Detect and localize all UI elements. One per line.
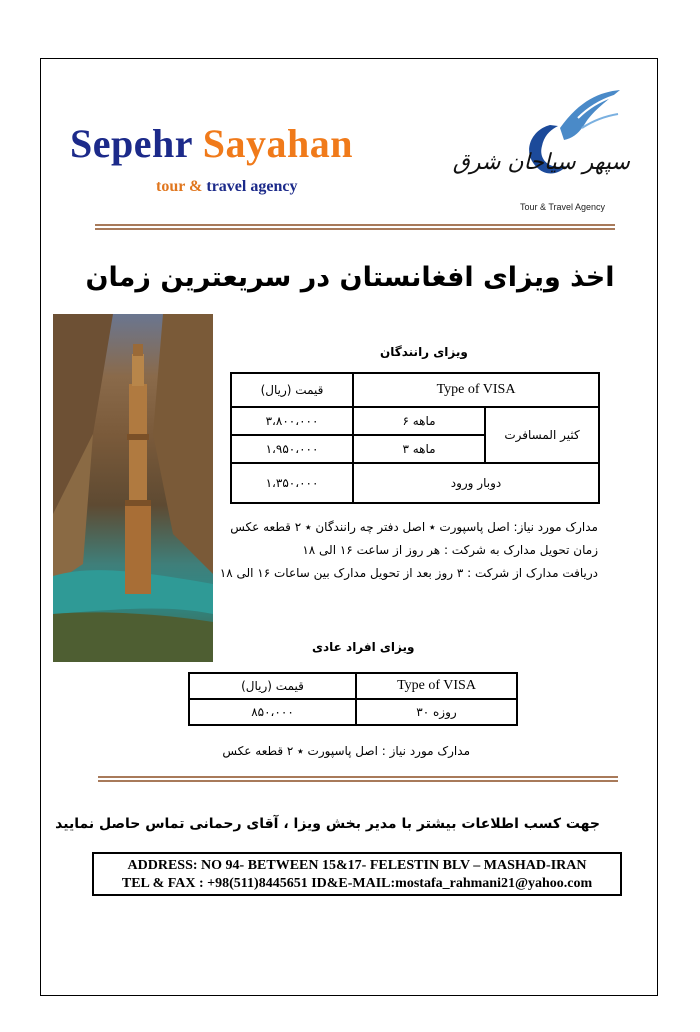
multi-entry-label: کثیر المسافرت [485,407,599,463]
price-header: قیمت (ریال) [189,673,356,699]
duration-cell: ۳ ماهه [353,435,485,463]
visa-type-header: Type of VISA [353,373,599,407]
drivers-visa-table [230,372,600,504]
table-row [189,699,517,725]
price-cell: ۱،۹۵۰،۰۰۰ [231,435,353,463]
regular-requirements: مدارک مورد نیاز : اصل پاسپورت ٭ ۲ قطعه عکس [222,744,470,758]
requirement-line: زمان تحویل مدارک به شرکت : هر روز از ساعت ۱۶ الی ۱۸ [302,543,598,557]
drivers-visa-title: ویزای رانندگان [380,345,468,359]
price-cell: ۸۵۰،۰۰۰ [189,699,356,725]
brand-logo-persian: سپهر سیاحان شرق [452,150,630,175]
table-header-row [231,373,599,407]
price-cell: ۳،۸۰۰،۰۰۰ [231,407,353,435]
table-row [231,407,599,435]
header-divider [95,224,615,230]
price-header: قیمت (ریال) [231,373,353,407]
brand-logo-globe-icon [452,70,640,220]
requirement-line: دریافت مدارک از شرکت : ۳ روز بعد از تحویل مدارک بین ساعات ۱۶ الی ۱۸ [219,566,598,580]
brand-logo-english: Tour & Travel Agency [520,202,606,212]
regular-visa-title: ویزای افراد عادی [312,640,415,654]
price-cell: ۱،۳۵۰،۰۰۰ [231,463,353,503]
visa-type-header: Type of VISA [356,673,517,699]
brand-tagline-part1: tour & [156,178,207,195]
page-headline: اخذ ویزای افغانستان در سریعترین زمان [85,262,615,293]
brand-tagline-part2: travel agency [206,178,298,195]
address-box [92,852,622,896]
minaret-photo [53,314,213,662]
brand-name-part1: Sepehr [70,121,193,166]
table-header-row [189,673,517,699]
address-line: ADDRESS: NO 94- BETWEEN 15&17- FELESTIN BLV – MASHAD-IRAN [127,858,587,873]
table-row [231,463,599,503]
double-entry-label: دوبار ورود [353,463,599,503]
brand-tagline [156,178,297,196]
requirement-line: مدارک مورد نیاز: اصل پاسپورت ٭ اصل دفتر چه رانندگان ٭ ۲ قطعه عکس [230,520,598,534]
duration-cell: ۳۰ روزه [356,699,517,725]
brand-name [70,120,353,167]
contact-instruction: جهت کسب اطلاعات بیشتر با مدیر بخش ویزا ، آقای رحمانی تماس حاصل نمایید [55,816,600,832]
minaret-illustration [53,314,213,662]
footer-divider [98,776,618,782]
regular-visa-table [188,672,518,726]
duration-cell: ۶ ماهه [353,407,485,435]
contact-line: TEL & FAX : +98(511)8445651 ID&E-MAIL:mostafa_rahmani21@yahoo.com [121,876,593,891]
drivers-requirements [220,516,598,585]
brand-name-part2: Sayahan [202,121,354,166]
